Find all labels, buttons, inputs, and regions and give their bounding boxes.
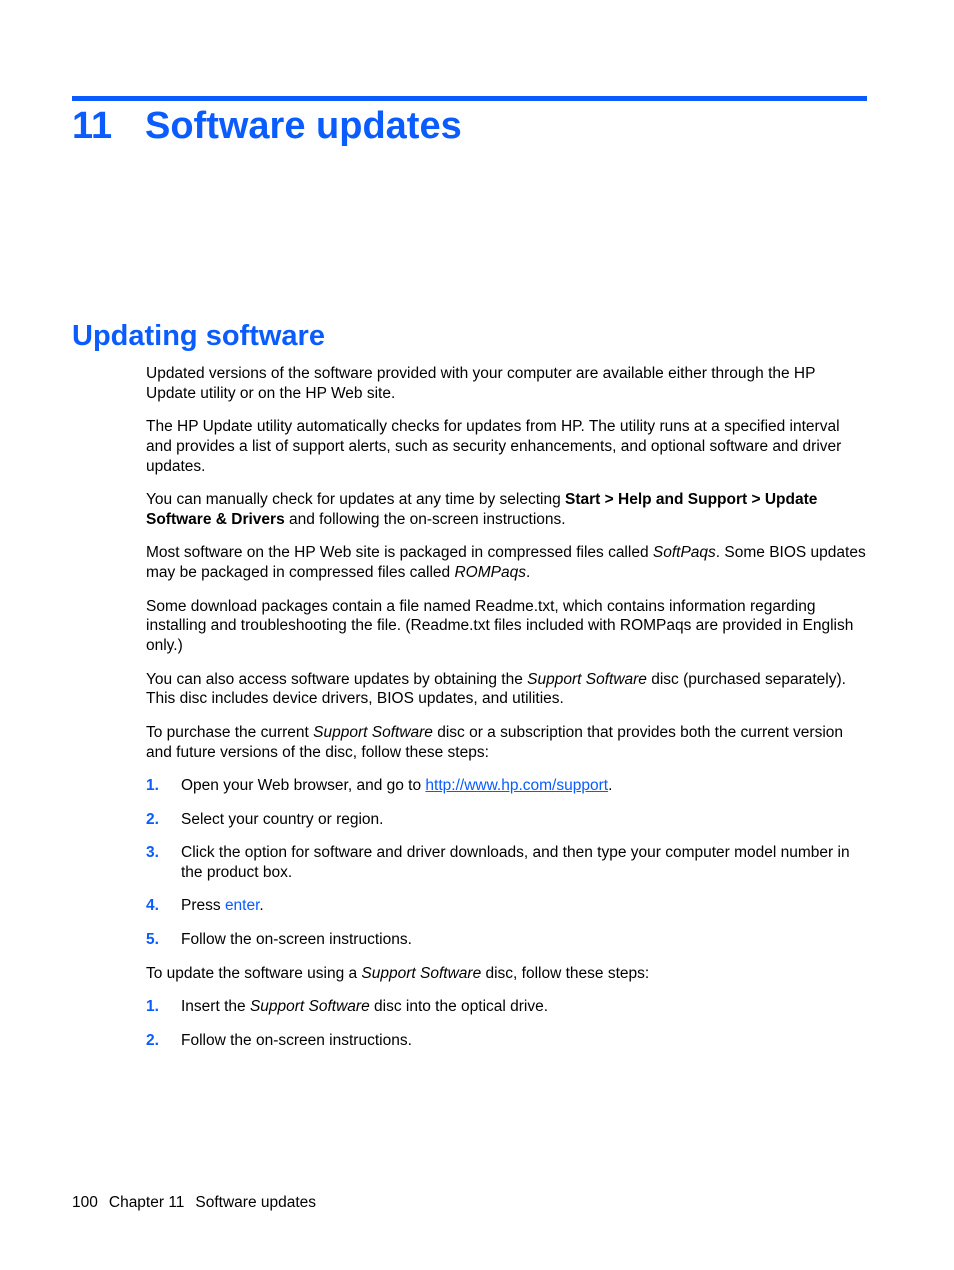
step-text: Select your country or region. [181,810,384,828]
step-number: 1. [146,776,159,794]
list-item [146,776,868,796]
step-number: 3. [146,844,159,862]
text-run: disc, follow these steps: [481,964,650,982]
step-number: 4. [146,897,159,915]
step-number: 5. [146,931,159,949]
page-number: 100 [72,1194,98,1211]
menu-path: Start > Help and Support > Update Software & Drivers [146,491,818,528]
paragraph-intro: Updated versions of the software provided with your computer are available either through the HP Update utility or on the HP Web site. [146,365,816,402]
text-run: To purchase the current [146,723,314,741]
hp-support-link[interactable]: http://www.hp.com/support [425,776,609,794]
step-number: 2. [146,1031,159,1049]
section-heading: Updating software [72,320,325,352]
text-run: Most software on the HP Web site is packaged in compressed files called [146,544,653,562]
list-item [146,810,868,830]
term-support-software: Support Software [313,723,433,741]
text-run: . [608,776,613,794]
footer-chapter: Chapter 11 [108,1194,185,1211]
text-run: disc or a subscription that provides both the current version and future versions of the disc, follow these steps: [146,723,844,761]
paragraph-support-disc [146,670,868,710]
chapter-title-text: Software updates [145,105,462,147]
paragraph-manual-check [146,490,868,530]
text-run: and following the on-screen instructions. [284,510,566,528]
text-run: Open your Web browser, and go to [181,776,426,794]
text-run: Insert the [181,998,250,1016]
term-support-software: Support Software [361,964,482,982]
paragraph-update-disc [146,964,868,984]
text-run: . [525,564,531,582]
paragraph-softpaqs [146,543,868,583]
text-run: . [259,897,264,915]
step-text: Click the option for software and driver downloads, and then type your computer model number in the product box. [181,844,850,881]
step-number: 1. [146,998,159,1016]
step-number: 2. [146,810,159,828]
paragraph-hp-update: The HP Update utility automatically checks for updates from HP. The utility runs at a specified interval and provides a list of support alerts, such as security enhancements, and optional software and driver updates. [146,418,842,475]
text-run: You can manually check for updates at any time by selecting [146,491,566,509]
paragraph-readme: Some download packages contain a file named Readme.txt, which contains information regarding installing and troubleshooting the file. (Readme.txt files included with ROMPaqs are provided in English only.) [146,597,854,655]
text-run: Press [181,897,225,915]
footer-title: Software updates [195,1194,317,1211]
text-run: To update the software using a [146,964,362,982]
paragraph-purchase [146,723,868,763]
chapter-title [72,100,462,152]
term-softpaqs: SoftPaqs [652,544,716,562]
chapter-number: 11 [72,105,113,147]
body-content [146,364,868,1050]
page-footer [72,1193,327,1212]
step-text: Follow the on-screen instructions. [181,1031,412,1049]
term-rompaqs: ROMPaqs [454,564,526,582]
text-run: . Some BIOS updates may be packaged in compressed files called [146,544,866,582]
list-item [146,843,868,883]
text-run: You can also access software updates by obtaining the [146,670,528,688]
list-item [146,930,868,950]
list-item [146,896,868,916]
text-run: disc into the optical drive. [369,998,549,1016]
list-item [146,1031,868,1051]
list-item [146,997,868,1017]
purchase-steps-list [146,776,868,950]
term-support-software: Support Software [249,998,370,1016]
text-run: disc (purchased separately). This disc includes device drivers, BIOS updates, and utilities. [146,670,846,708]
term-support-software: Support Software [527,670,647,688]
disc-steps-list [146,997,868,1050]
step-text: Follow the on-screen instructions. [181,931,412,949]
enter-key: enter [224,897,260,915]
